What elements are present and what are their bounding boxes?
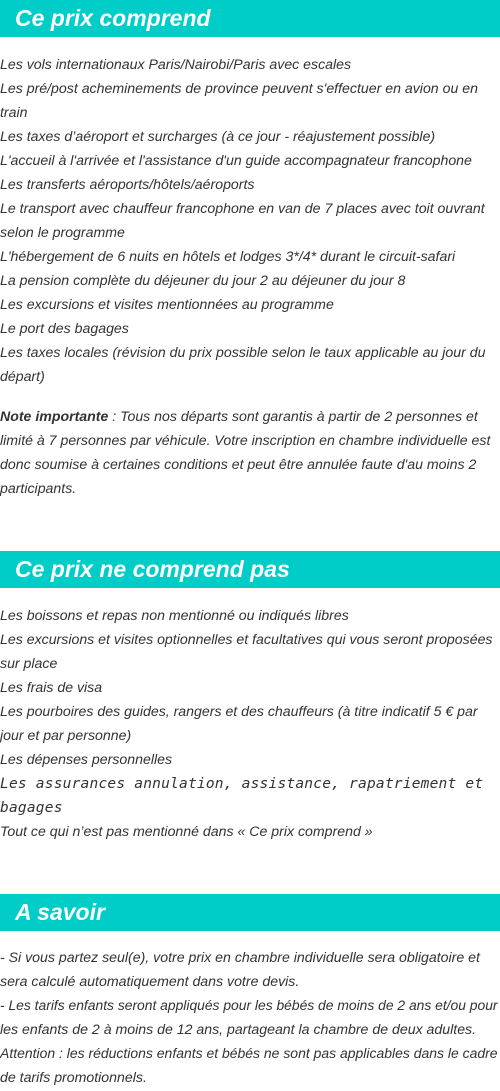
list-item: Les dépenses personnelles xyxy=(0,752,173,768)
section-header-included xyxy=(0,0,500,37)
note-line: limité à 7 personnes par véhicule. Votre inscription en chambre individuelle est xyxy=(0,433,491,449)
note-line: donc soumise à certaines conditions et peut être annulée faute d'au moins 2 xyxy=(0,457,477,473)
section-header-good-to-know xyxy=(0,894,500,931)
list-item: sera calculé automatiquement dans votre devis. xyxy=(0,974,300,990)
list-item: Le transport avec chauffeur francophone en van de 7 places avec toit ouvrant xyxy=(0,201,485,217)
list-item: jour et par personne) xyxy=(0,728,132,744)
section-header-not-included xyxy=(0,551,500,588)
section-title-not-included: Ce prix ne comprend pas xyxy=(15,556,290,582)
list-item: Le port des bagages xyxy=(0,321,129,337)
list-item: Les pré/post acheminements de province peuvent s'effectuer en avion ou en xyxy=(0,81,478,97)
list-item: sur place xyxy=(0,656,58,672)
list-item: Les excursions et visites mentionnées au programme xyxy=(0,297,334,313)
list-item: de tarifs promotionnels. xyxy=(0,1070,147,1086)
list-item: Attention : les réductions enfants et bébés ne sont pas applicables dans le cadre xyxy=(0,1046,498,1062)
list-item: Les vols internationaux Paris/Nairobi/Paris avec escales xyxy=(0,57,352,73)
important-note xyxy=(0,405,500,501)
list-item-insurance: Les assurances annulation, assistance, rapatriement et xyxy=(0,775,484,792)
not-included-list xyxy=(0,604,500,844)
list-item: train xyxy=(0,105,28,121)
list-item: L'accueil à l'arrivée et l'assistance d'un guide accompagnateur francophone xyxy=(0,153,472,169)
list-item: L'hébergement de 6 nuits en hôtels et lodges 3*/4* durant le circuit-safari xyxy=(0,249,456,265)
list-item: selon le programme xyxy=(0,225,125,241)
list-item: Les frais de visa xyxy=(0,680,103,696)
included-list xyxy=(0,53,500,389)
list-item: départ) xyxy=(0,369,45,385)
list-item: La pension complète du déjeuner du jour 2 au déjeuner du jour 8 xyxy=(0,273,406,289)
list-item: Les taxes d’aéroport et surcharges (à ce jour - réajustement possible) xyxy=(0,129,436,145)
note-line xyxy=(0,405,498,429)
list-item: - Les tarifs enfants seront appliqués pour les bébés de moins de 2 ans et/ou pour xyxy=(0,998,498,1014)
list-item: Les pourboires des guides, rangers et des chauffeurs (à titre indicatif 5 € par xyxy=(0,704,478,720)
list-item: Les boissons et repas non mentionné ou indiqués libres xyxy=(0,608,349,624)
list-item: Tout ce qui n’est pas mentionné dans « Ce prix comprend » xyxy=(0,824,373,840)
good-to-know-list xyxy=(0,946,500,1090)
list-item: - Si vous partez seul(e), votre prix en chambre individuelle sera obligatoire et xyxy=(0,950,480,966)
note-line: participants. xyxy=(0,481,77,497)
list-item: Les taxes locales (révision du prix possible selon le taux applicable au jour du xyxy=(0,345,486,361)
note-label: Note importante xyxy=(0,409,109,425)
section-title-included: Ce prix comprend xyxy=(15,5,211,31)
list-item: Les excursions et visites optionnelles et facultatives qui vous seront proposées xyxy=(0,632,493,648)
list-item: Les transferts aéroports/hôtels/aéroports xyxy=(0,177,255,193)
list-item: les enfants de 2 à moins de 12 ans, partageant la chambre de deux adultes. xyxy=(0,1022,477,1038)
section-title-good-to-know: A savoir xyxy=(15,899,105,925)
note-text: : Tous nos départs sont garantis à partir de 2 personnes et xyxy=(108,409,478,425)
list-item-insurance: bagages xyxy=(0,799,63,816)
